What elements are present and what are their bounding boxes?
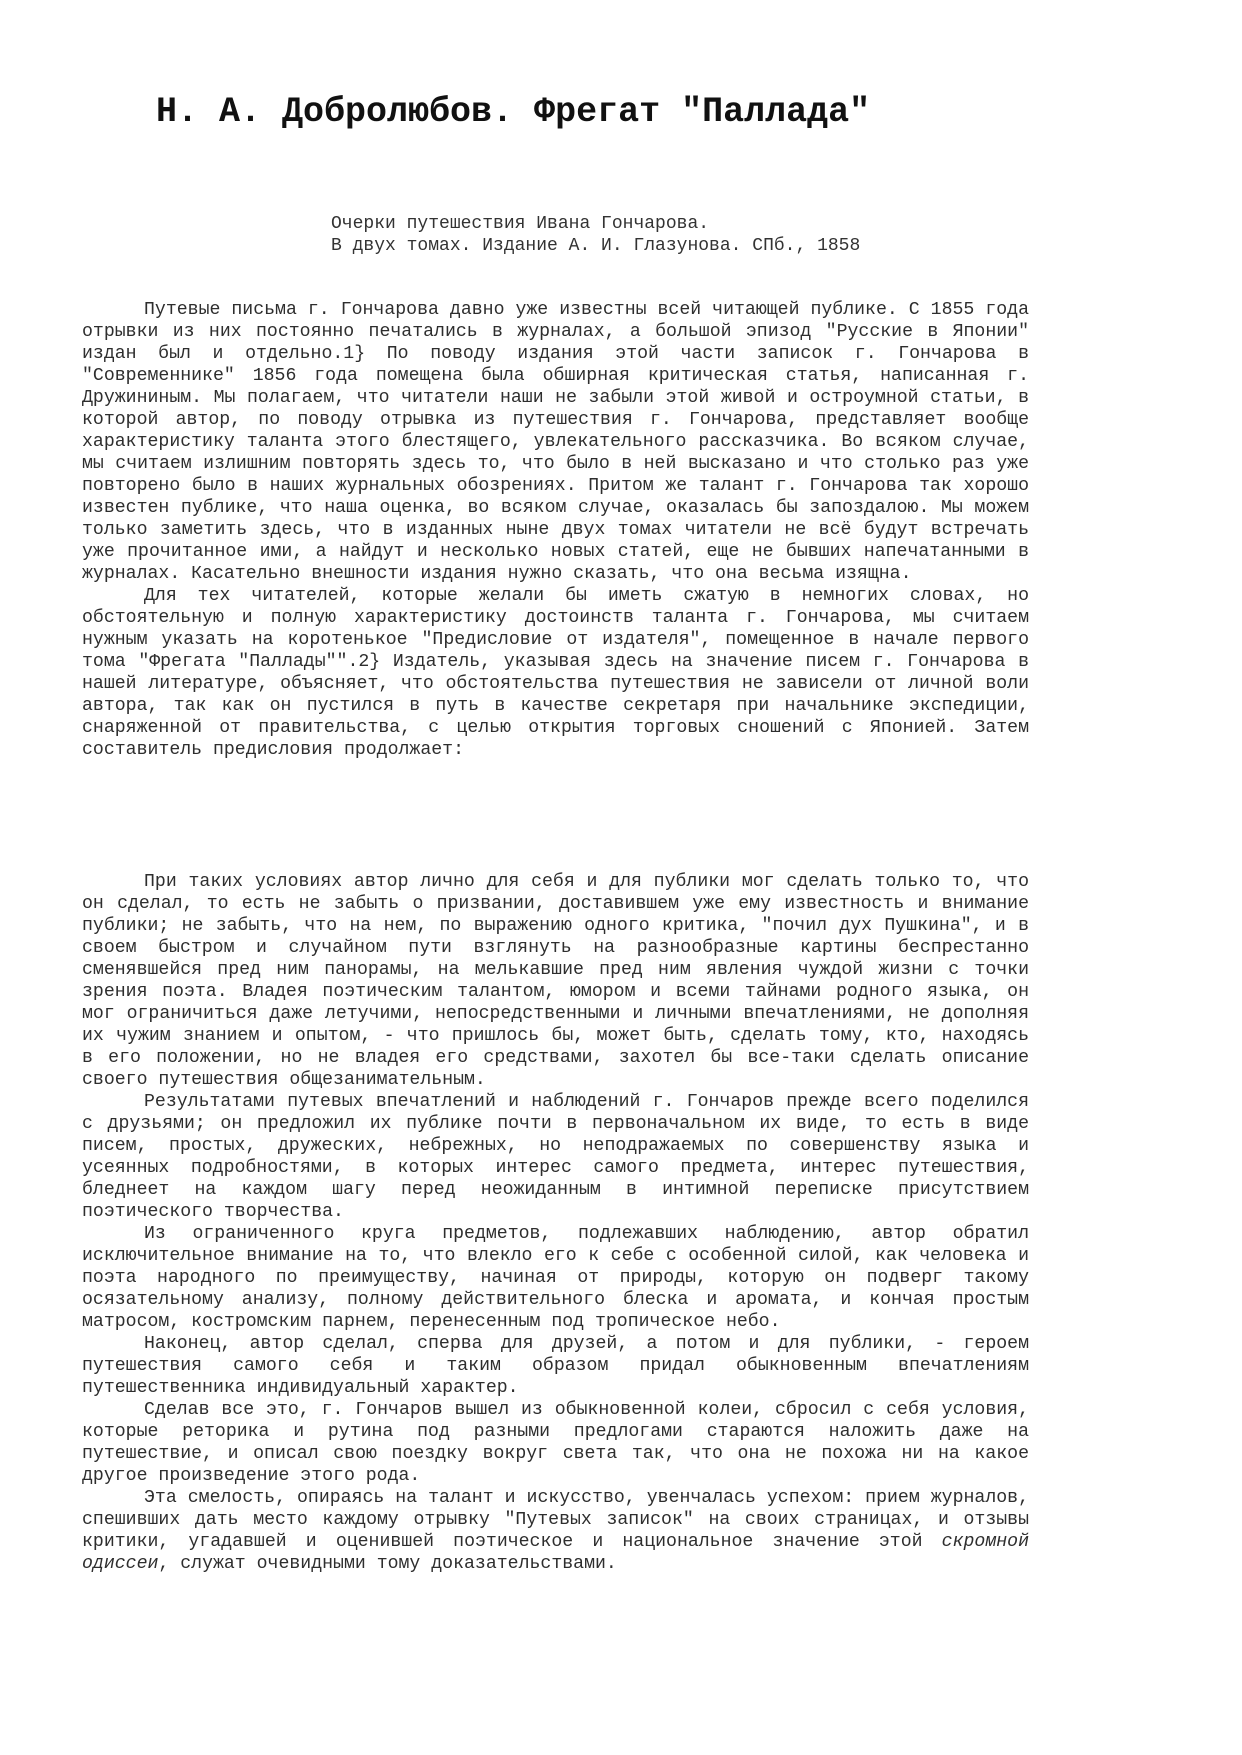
quote-paragraph: Наконец, автор сделал, сперва для друзей, а потом и для публики, - героем путешествия самого себя и таким образом придал обыкновенным впечатлениям путешественника индивидуальный характер.	[82, 1334, 1029, 1398]
subtitle-line: Очерки путешествия Ивана Гончарова.	[331, 214, 710, 234]
quote-paragraph-last	[82, 1487, 1029, 1575]
quoted-preface	[82, 871, 1029, 1575]
quote-paragraph: Результатами путевых впечатлений и наблюдений г. Гончаров прежде всего поделился с друзьями; он предложил их публике почти в первоначальном их виде, то есть в виде писем, простых, дружеских, небрежных, но неподражаемых по совершенству языка и усеянных подробностями, в которых интерес самого предмета, интерес путешествия, бледнеет на каждом шагу перед неожиданным в интимной переписке присутствием поэтического творчества.	[82, 1092, 1029, 1222]
quote-paragraph: При таких условиях автор лично для себя и для публики мог сделать только то, что он сделал, то есть не забыть о призвании, доставившем уже ему известность и внимание публики; не забыть, что на нем, по выражению одного критика, "почил дух Пушкина", и в своем быстром и случайном пути взглянуть на разнообразные картины беспрестанно сменявшейся пред ним панорамы, на мелькавшие пред ним явления чуждой жизни с точки зрения поэта. Владея поэтическим талантом, юмором и всеми тайнами родного языка, он мог ограничиться даже летучими, непосредственными и личными впечатлениями, не дополняя их чужим знанием и опытом, - что пришлось бы, может быть, сделать тому, кто, находясь в его положении, но не владея его средствами, захотел бы все-таки сделать описание своего путешествия общезанимательным.	[82, 872, 1029, 1090]
document-subtitle	[331, 213, 860, 257]
quote-paragraph: Из ограниченного круга предметов, подлежавших наблюдению, автор обратил исключительное внимание на то, что влекло его к себе с особенной силой, как человека и поэта народного по преимуществу, начиная от природы, которую он подверг такому осязательному анализу, полному действительного блеска и аромата, и кончая простым матросом, костромским парнем, перенесенным под тропическое небо.	[82, 1224, 1029, 1332]
intro-text	[82, 299, 1029, 761]
text-run: , служат очевидными тому доказательствами.	[158, 1554, 617, 1574]
paragraph: Для тех читателей, которые желали бы иметь сжатую в немногих словах, но обстоятельную и полную характеристику достоинств таланта г. Гончарова, мы считаем нужным указать на коротенькое "Предисловие от издателя", помещенное в начале первого тома "Фрегата "Паллады"".2} Издатель, указывая здесь на значение писем г. Гончарова в нашей литературе, объясняет, что обстоятельства путешествия не зависели от личной воли автора, так как он пустился в путь в качестве секретаря при начальнике экспедиции, снаряженной от правительства, с целью открытия торговых сношений с Японией. Затем составитель предисловия продолжает:	[82, 586, 1029, 760]
document-title: Н. А. Добролюбов. Фрегат "Паллада"	[156, 92, 871, 132]
text-run: Эта смелость, опираясь на талант и искусство, увенчалась успехом: прием журналов, спешивших дать место каждому отрывку "Путевых записок" на своих страницах, и отзывы критики, угадавшей и оценившей поэтическое и национальное значение этой	[82, 1488, 1029, 1552]
subtitle-line: В двух томах. Издание А. И. Глазунова. СПб., 1858	[331, 236, 861, 256]
paragraph: Путевые письма г. Гончарова давно уже известны всей читающей публике. С 1855 года отрывки из них постоянно печатались в журналах, а большой эпизод "Русские в Японии" издан был и отдельно.1} По поводу издания этой части записок г. Гончарова в "Современнике" 1856 года помещена была обширная критическая статья, написанная г. Дружининым. Мы полагаем, что читатели наши не забыли этой живой и остроумной статьи, в которой автор, по поводу отрывка из путешествия г. Гончарова, представляет вообще характеристику таланта этого блестящего, увлекательного рассказчика. Во всяком случае, мы считаем излишним повторять здесь то, что было в ней высказано и что столько раз уже повторено было в наших журнальных обозрениях. Притом же талант г. Гончарова так хорошо известен публике, что наша оценка, во всяком случае, оказалась бы запоздалою. Мы можем только заметить здесь, что в изданных ныне двух томах читатели не всё будут встречать уже прочитанное ими, а найдут и несколько новых статей, еще не бывших напечатанными в журналах. Касательно внешности издания нужно сказать, что она весьма изящна.	[82, 300, 1029, 584]
quote-paragraph: Сделав все это, г. Гончаров вышел из обыкновенной колеи, сбросил с себя условия, которые реторика и рутина под разными предлогами стараются наложить даже на путешествие, и описал свою поездку вокруг света так, что она не похожа ни на какое другое произведение этого рода.	[82, 1400, 1029, 1486]
emphasized-text: скромной одиссеи	[82, 1532, 1029, 1574]
